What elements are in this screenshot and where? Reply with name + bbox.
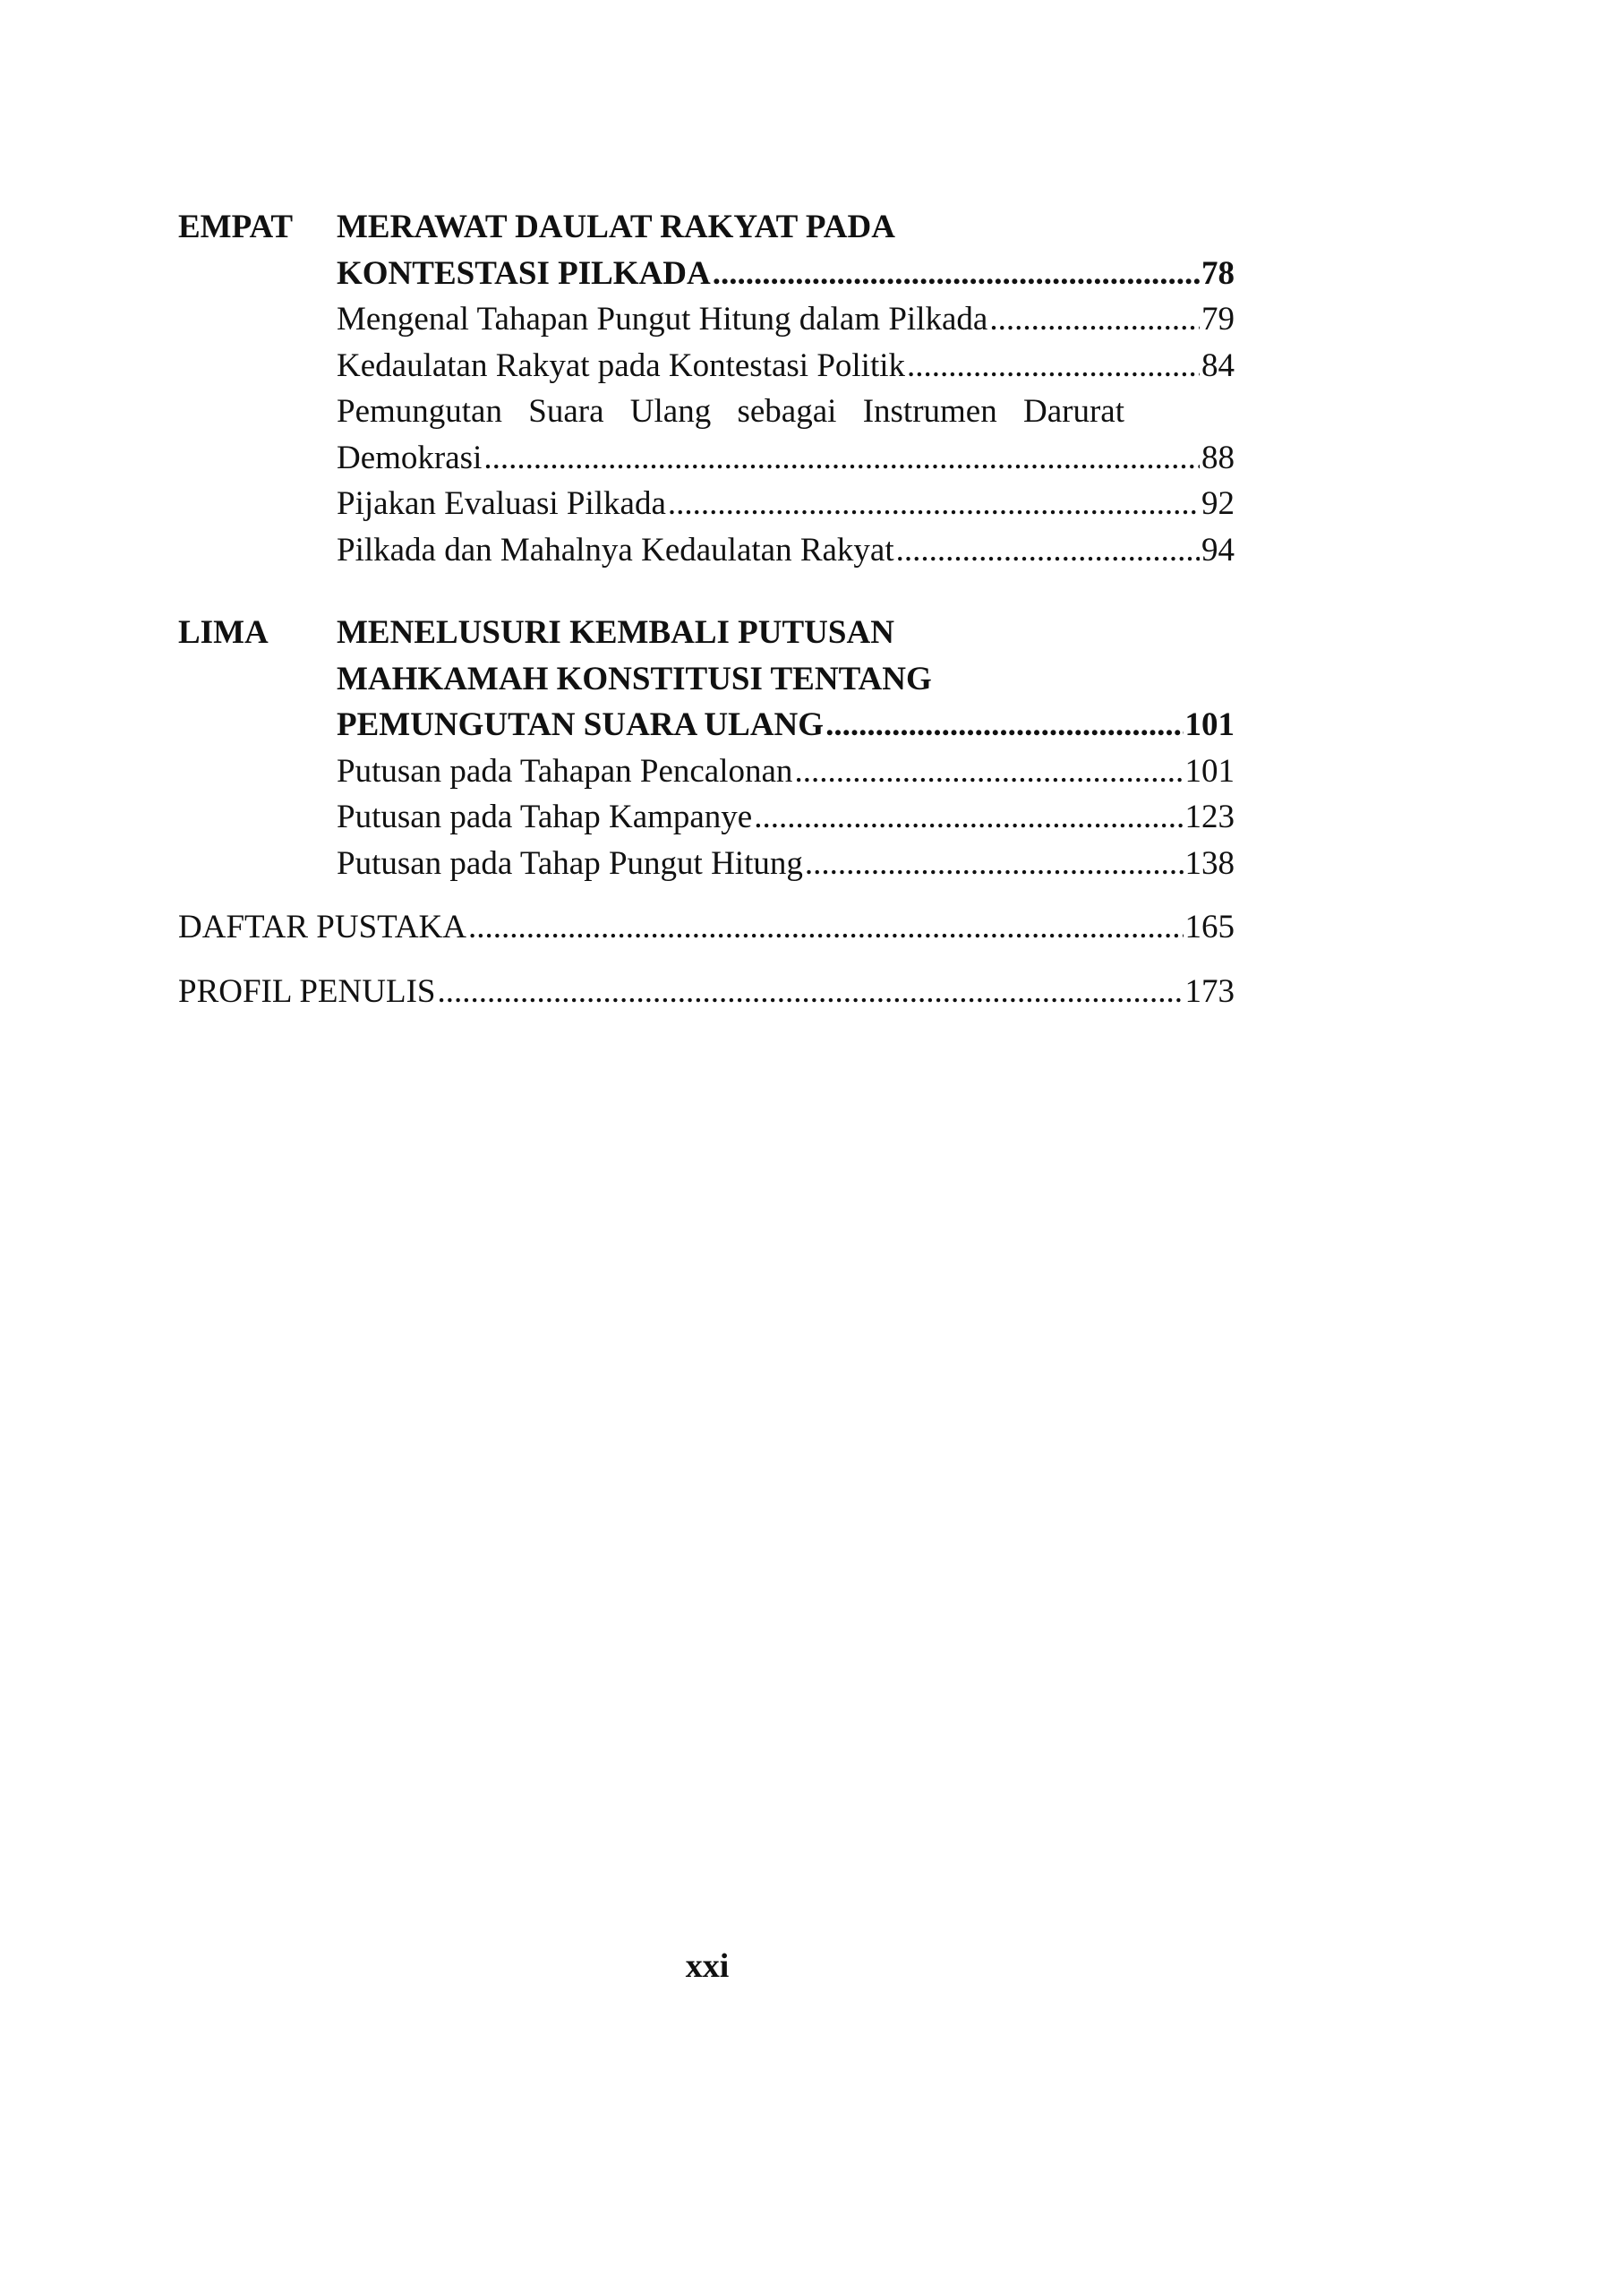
dot-leader	[794, 748, 1183, 795]
dot-leader	[483, 435, 1200, 482]
dot-leader	[754, 794, 1183, 841]
dot-leader	[805, 841, 1184, 887]
toc-entry[interactable]	[337, 748, 1235, 795]
dot-leader	[468, 904, 1184, 951]
toc-entry-title: Putusan pada Tahapan Pencalonan	[337, 752, 793, 790]
toc-entry-title-line1	[337, 389, 1124, 435]
toc-entry-page: 94	[1201, 531, 1235, 569]
toc-entry-title: PROFIL PENULIS	[178, 973, 436, 1010]
word: Darurat	[1022, 393, 1124, 430]
toc-entry-title: Pilkada dan Mahalnya Kedaulatan Rakyat	[337, 531, 894, 569]
chapter-page-number: 78	[1201, 254, 1235, 292]
chapter-label: EMPAT	[178, 209, 294, 245]
toc-entry-title: Putusan pada Tahap Pungut Hitung	[337, 844, 803, 882]
toc-entry-title-line2	[337, 435, 1235, 482]
toc-entry-title: Pijakan Evaluasi Pilkada	[337, 485, 666, 522]
chapter-title-line: MAHKAMAH KONSTITUSI TENTANG	[337, 660, 932, 697]
toc-entry-title: Mengenal Tahapan Pungut Hitung dalam Pilkada	[337, 301, 988, 338]
chapter-title-last-line: PEMUNGUTAN SUARA ULANG	[337, 706, 825, 743]
toc-entry-title: Putusan pada Tahap Kampanye	[337, 799, 753, 835]
toc-entry[interactable]	[337, 296, 1235, 343]
dot-leader	[907, 343, 1200, 389]
chapter-page-number: 101	[1184, 706, 1235, 743]
dot-leader	[989, 296, 1200, 343]
chapter-body	[337, 204, 1235, 573]
toc-entry-page: 88	[1201, 439, 1235, 476]
toc-entry-page: 84	[1201, 346, 1235, 384]
chapter-title-entry[interactable]	[337, 251, 1235, 297]
word: Suara	[528, 393, 604, 430]
toc-back-matter-profil-penulis	[178, 969, 1235, 1015]
chapter-title-line: MENELUSURI KEMBALI PUTUSAN	[337, 614, 894, 651]
toc-entry-page: 79	[1201, 301, 1235, 338]
dot-leader	[437, 969, 1183, 1015]
word: sebagai	[737, 393, 837, 430]
toc-entry-page: 101	[1184, 752, 1235, 790]
toc-entry[interactable]	[337, 794, 1235, 841]
chapter-title-line: MERAWAT DAULAT RAKYAT PADA	[337, 209, 895, 245]
word: Ulang	[629, 393, 712, 430]
toc-entry[interactable]	[178, 969, 1235, 1015]
dot-leader	[668, 481, 1200, 527]
dot-leader	[713, 251, 1200, 297]
toc-entry[interactable]	[178, 904, 1235, 951]
toc-back-matter-daftar-pustaka	[178, 904, 1235, 951]
dot-leader	[825, 702, 1183, 748]
toc-entry-title: Kedaulatan Rakyat pada Kontestasi Politik	[337, 346, 906, 384]
toc-entry[interactable]	[337, 527, 1235, 574]
dot-leader	[896, 527, 1200, 574]
toc-entry-page: 123	[1184, 799, 1235, 835]
toc-entry-page: 173	[1184, 973, 1235, 1010]
word: Instrumen	[862, 393, 997, 430]
toc-entry-page: 165	[1184, 909, 1235, 945]
toc-entry-page: 138	[1184, 844, 1235, 882]
chapter-label: LIMA	[178, 614, 269, 651]
toc-entry-title: Demokrasi	[337, 439, 483, 476]
toc-entry[interactable]	[337, 481, 1235, 527]
chapter-title-entry[interactable]	[337, 702, 1235, 748]
chapter-body	[337, 610, 1235, 886]
toc-entry-two-line[interactable]	[337, 389, 1235, 481]
toc-entry-title: DAFTAR PUSTAKA	[178, 909, 466, 945]
word: Pemungutan	[337, 393, 502, 430]
toc-entry[interactable]	[337, 343, 1235, 389]
page-number: xxi	[685, 1947, 730, 1985]
toc-entry[interactable]	[337, 841, 1235, 887]
chapter-title-last-line: KONTESTASI PILKADA	[337, 254, 711, 292]
toc-entry-page: 92	[1201, 485, 1235, 522]
